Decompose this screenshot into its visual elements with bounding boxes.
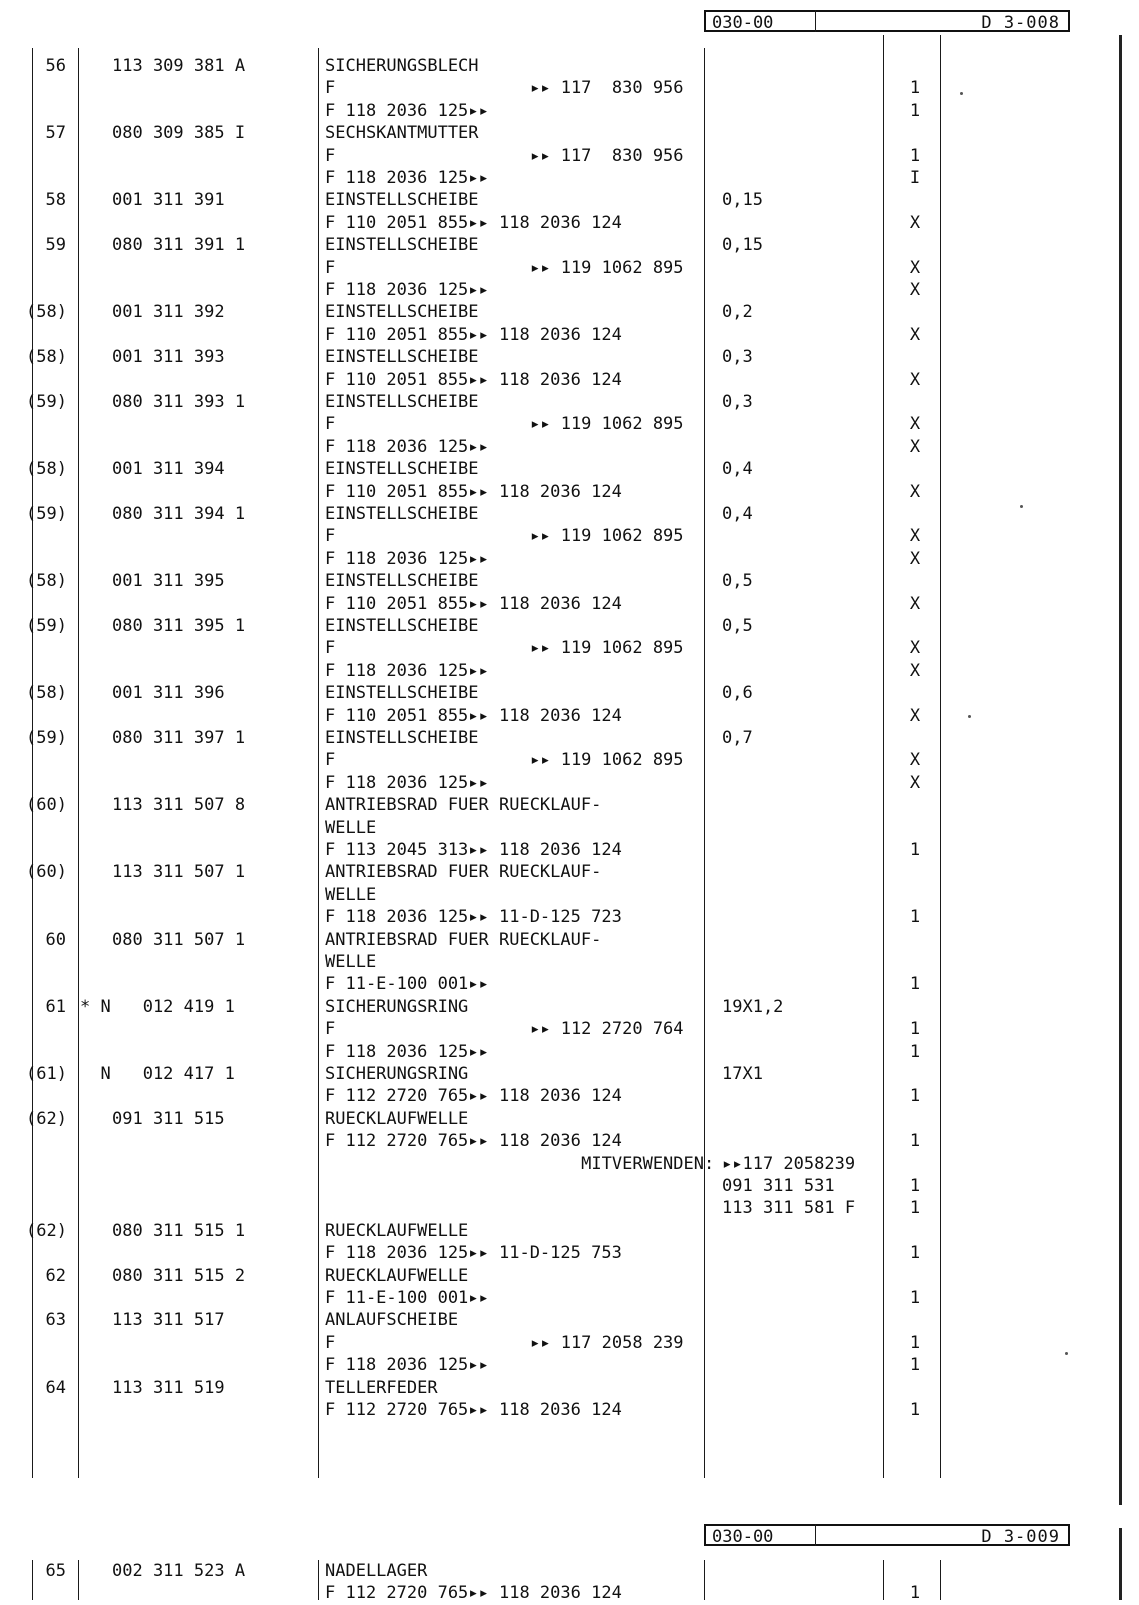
cell-desc: WELLE bbox=[325, 884, 377, 905]
table-row bbox=[0, 1354, 1139, 1377]
cell-pos: (58) bbox=[26, 683, 67, 704]
cell-desc: ANTRIEBSRAD FUER RUECKLAUF- bbox=[325, 862, 602, 883]
cell-right: ▸▸ 119 1062 895 bbox=[530, 257, 684, 278]
cell-qty: 1 bbox=[909, 1243, 921, 1264]
cell-desc: EINSTELLSCHEIBE bbox=[325, 683, 479, 704]
cell-pos: 58 bbox=[45, 190, 66, 211]
cell-mark: N bbox=[80, 1064, 111, 1084]
table-row bbox=[0, 1377, 1139, 1400]
cell-qty: 1 bbox=[909, 907, 921, 928]
header-divider bbox=[815, 1524, 816, 1546]
table-row bbox=[0, 794, 1139, 817]
cell-qty: X bbox=[909, 548, 921, 569]
cell-rem: 0,5 bbox=[722, 616, 753, 636]
cell-desc: SICHERUNGSRING bbox=[325, 996, 469, 1017]
table-row bbox=[0, 481, 1139, 504]
cell-desc: EINSTELLSCHEIBE bbox=[325, 571, 479, 592]
cell-desc: F 110 2051 855▸▸ 118 2036 124 bbox=[325, 705, 622, 726]
cell-qty: X bbox=[909, 257, 921, 278]
cell-desc: NADELLAGER bbox=[325, 1561, 428, 1581]
cell-qty: 1 bbox=[909, 1086, 921, 1107]
cell-part: 080 311 507 1 bbox=[112, 929, 246, 950]
cell-rem: 19X1,2 bbox=[722, 996, 784, 1017]
cell-qty: 1 bbox=[909, 1400, 921, 1420]
cell-desc: F 11-E-100 001▸▸ bbox=[325, 1288, 489, 1308]
cell-pos: 56 bbox=[45, 56, 66, 76]
cell-right: ▸▸ 119 1062 895 bbox=[530, 750, 684, 771]
cell-pos: 64 bbox=[45, 1377, 66, 1398]
table-row bbox=[0, 884, 1139, 907]
cell-part: 113 311 517 bbox=[112, 1310, 225, 1331]
table-row bbox=[0, 55, 1139, 78]
cell-qty: X bbox=[909, 526, 921, 547]
cell-part: 113 311 507 8 bbox=[112, 795, 246, 816]
cell-qty: 1 bbox=[909, 1176, 921, 1196]
cell-desc: F 112 2720 765▸▸ 118 2036 124 bbox=[325, 1086, 622, 1107]
cell-pos: 63 bbox=[45, 1310, 66, 1331]
cell-qty: 1 bbox=[909, 145, 921, 166]
table-row bbox=[0, 727, 1139, 750]
cell-qty: 1 bbox=[909, 1583, 921, 1604]
cell-part: 080 311 515 2 bbox=[112, 1265, 246, 1286]
cell-qty: X bbox=[909, 369, 921, 390]
cell-qty: X bbox=[909, 280, 921, 300]
cell-qty: X bbox=[909, 750, 921, 771]
cell-desc: RUECKLAUFWELLE bbox=[325, 1265, 469, 1286]
scan-speck bbox=[960, 92, 963, 95]
scan-speck bbox=[968, 715, 971, 718]
cell-desc: EINSTELLSCHEIBE bbox=[325, 347, 479, 368]
cell-part: 080 311 515 1 bbox=[112, 1220, 246, 1241]
table-row bbox=[0, 525, 1139, 548]
cell-desc: F 110 2051 855▸▸ 118 2036 124 bbox=[325, 212, 622, 233]
table-row bbox=[0, 1130, 1139, 1153]
cell-pos: 62 bbox=[45, 1265, 66, 1286]
cell-desc: EINSTELLSCHEIBE bbox=[325, 302, 479, 323]
table-row bbox=[0, 1265, 1139, 1288]
cell-part: 080 311 395 1 bbox=[112, 616, 246, 636]
table-row bbox=[0, 1309, 1139, 1332]
table-row bbox=[0, 1399, 1139, 1422]
cell-part: 113 309 381 A bbox=[112, 56, 246, 76]
cell-part: 001 311 396 bbox=[112, 683, 225, 704]
cell-desc: F 118 2036 125▸▸ bbox=[325, 548, 489, 569]
cell-qty: 1 bbox=[909, 1332, 921, 1353]
table-row bbox=[0, 1041, 1139, 1064]
cell-rem: ▸▸117 2058239 bbox=[722, 1153, 856, 1174]
table-row bbox=[0, 548, 1139, 571]
table-row bbox=[0, 167, 1139, 190]
page-header-box bbox=[704, 1524, 1070, 1546]
table-row bbox=[0, 324, 1139, 347]
cell-right: MITVERWENDEN: bbox=[530, 1153, 715, 1174]
cell-pos: (61) bbox=[26, 1064, 67, 1084]
cell-desc: F bbox=[325, 638, 336, 659]
cell-part: 002 311 523 A bbox=[112, 1561, 246, 1581]
cell-desc: F 118 2036 125▸▸ bbox=[325, 1041, 489, 1062]
cell-rem: 0,15 bbox=[722, 190, 763, 211]
cell-desc: RUECKLAUFWELLE bbox=[325, 1108, 469, 1129]
cell-desc: F 112 2720 765▸▸ 118 2036 124 bbox=[325, 1131, 622, 1152]
cell-desc: F bbox=[325, 145, 336, 166]
cell-part: 113 311 507 1 bbox=[112, 862, 246, 883]
cell-pos: (58) bbox=[26, 302, 67, 323]
cell-pos: 61 bbox=[45, 996, 66, 1017]
cell-rem: 0,4 bbox=[722, 504, 753, 524]
cell-qty: 1 bbox=[909, 1355, 921, 1376]
cell-desc: F 110 2051 855▸▸ 118 2036 124 bbox=[325, 369, 622, 390]
cell-desc: F bbox=[325, 414, 336, 435]
cell-desc: EINSTELLSCHEIBE bbox=[325, 392, 479, 412]
cell-rem: 0,2 bbox=[722, 302, 753, 323]
table-row bbox=[0, 637, 1139, 660]
cell-qty: 1 bbox=[909, 1131, 921, 1152]
cell-part: 080 309 385 I bbox=[112, 123, 246, 144]
table-row bbox=[0, 951, 1139, 974]
cell-pos: (60) bbox=[26, 795, 67, 816]
cell-qty: X bbox=[909, 414, 921, 435]
table-row bbox=[0, 1242, 1139, 1265]
cell-desc: EINSTELLSCHEIBE bbox=[325, 728, 479, 748]
scan-speck bbox=[1065, 1352, 1068, 1355]
cell-rem: 0,4 bbox=[722, 459, 753, 480]
cell-pos: (62) bbox=[26, 1220, 67, 1241]
table-row bbox=[0, 145, 1139, 168]
cell-desc: RUECKLAUFWELLE bbox=[325, 1220, 469, 1241]
cell-part: 080 311 397 1 bbox=[112, 728, 246, 748]
table-row bbox=[0, 257, 1139, 280]
group-code: 030-00 bbox=[712, 13, 774, 33]
cell-desc: F 118 2036 125▸▸ bbox=[325, 280, 489, 300]
cell-part: 080 311 393 1 bbox=[112, 392, 246, 412]
cell-desc: EINSTELLSCHEIBE bbox=[325, 459, 479, 480]
table-row bbox=[0, 1220, 1139, 1243]
cell-right: ▸▸ 117 830 956 bbox=[530, 78, 684, 99]
table-row bbox=[0, 861, 1139, 884]
cell-part: 012 417 1 bbox=[112, 1064, 235, 1084]
cell-desc: F bbox=[325, 257, 336, 278]
cell-desc: EINSTELLSCHEIBE bbox=[325, 235, 479, 256]
cell-part: 001 311 393 bbox=[112, 347, 225, 368]
table-row bbox=[0, 615, 1139, 638]
table-row bbox=[0, 1197, 1139, 1220]
cell-rem: 0,15 bbox=[722, 235, 763, 256]
table-row bbox=[0, 682, 1139, 705]
page-reference: D 3-008 bbox=[981, 13, 1060, 33]
cell-part: 080 311 391 1 bbox=[112, 235, 246, 256]
cell-pos: 60 bbox=[45, 929, 66, 950]
cell-part: 001 311 394 bbox=[112, 459, 225, 480]
table-row bbox=[0, 1287, 1139, 1310]
cell-desc: F 118 2036 125▸▸ 11-D-125 723 bbox=[325, 907, 622, 928]
table-row bbox=[0, 1582, 1139, 1605]
cell-desc: EINSTELLSCHEIBE bbox=[325, 190, 479, 211]
cell-desc: F bbox=[325, 526, 336, 547]
cell-desc: F 110 2051 855▸▸ 118 2036 124 bbox=[325, 324, 622, 345]
cell-rem: 0,3 bbox=[722, 347, 753, 368]
cell-pos: (60) bbox=[26, 862, 67, 883]
cell-right: ▸▸ 112 2720 764 bbox=[530, 1019, 684, 1040]
cell-desc: F 11-E-100 001▸▸ bbox=[325, 974, 489, 995]
table-row bbox=[0, 906, 1139, 929]
cell-rem: 0,5 bbox=[722, 571, 753, 592]
cell-desc: ANTRIEBSRAD FUER RUECKLAUF- bbox=[325, 795, 602, 816]
cell-qty: X bbox=[909, 436, 921, 457]
group-code: 030-00 bbox=[712, 1527, 774, 1547]
cell-desc: F 113 2045 313▸▸ 118 2036 124 bbox=[325, 840, 622, 860]
scan-speck bbox=[1020, 505, 1023, 508]
cell-part: 091 311 515 bbox=[112, 1108, 225, 1129]
cell-part: 001 311 395 bbox=[112, 571, 225, 592]
cell-desc: F 112 2720 765▸▸ 118 2036 124 bbox=[325, 1400, 622, 1420]
cell-desc: F 110 2051 855▸▸ 118 2036 124 bbox=[325, 481, 622, 502]
table-row bbox=[0, 346, 1139, 369]
cell-desc: TELLERFEDER bbox=[325, 1377, 438, 1398]
cell-qty: 1 bbox=[909, 1198, 921, 1219]
cell-desc: F 118 2036 125▸▸ bbox=[325, 1355, 489, 1376]
cell-right: ▸▸ 119 1062 895 bbox=[530, 414, 684, 435]
table-row bbox=[0, 1560, 1139, 1583]
cell-qty: 1 bbox=[909, 1019, 921, 1040]
table-row bbox=[0, 660, 1139, 683]
table-row bbox=[0, 458, 1139, 481]
cell-pos: (58) bbox=[26, 571, 67, 592]
cell-qty: 1 bbox=[909, 974, 921, 995]
cell-pos: (58) bbox=[26, 459, 67, 480]
table-row bbox=[0, 413, 1139, 436]
cell-desc: F bbox=[325, 1332, 336, 1353]
cell-desc: F 118 2036 125▸▸ bbox=[325, 168, 489, 188]
cell-rem: 0,7 bbox=[722, 728, 753, 748]
table-row bbox=[0, 593, 1139, 616]
cell-pos: (62) bbox=[26, 1108, 67, 1129]
cell-mark: * N bbox=[80, 996, 111, 1017]
cell-right: ▸▸ 117 2058 239 bbox=[530, 1332, 684, 1353]
table-row bbox=[0, 100, 1139, 123]
table-row bbox=[0, 839, 1139, 862]
cell-qty: X bbox=[909, 324, 921, 345]
cell-desc: F 118 2036 125▸▸ bbox=[325, 100, 489, 121]
table-row bbox=[0, 817, 1139, 840]
table-row bbox=[0, 1175, 1139, 1198]
table-row bbox=[0, 1063, 1139, 1086]
table-row bbox=[0, 772, 1139, 795]
table-row bbox=[0, 391, 1139, 414]
cell-right: ▸▸ 119 1062 895 bbox=[530, 638, 684, 659]
cell-pos: (59) bbox=[26, 616, 67, 636]
table-row bbox=[0, 1153, 1139, 1176]
cell-desc: F bbox=[325, 750, 336, 771]
cell-qty: X bbox=[909, 638, 921, 659]
table-row bbox=[0, 436, 1139, 459]
cell-pos: (59) bbox=[26, 728, 67, 748]
cell-qty: X bbox=[909, 772, 921, 793]
table-row bbox=[0, 503, 1139, 526]
cell-qty: 1 bbox=[909, 840, 921, 860]
cell-desc: SICHERUNGSRING bbox=[325, 1064, 469, 1084]
cell-desc: F bbox=[325, 1019, 336, 1040]
cell-desc: EINSTELLSCHEIBE bbox=[325, 616, 479, 636]
cell-desc: SICHERUNGSBLECH bbox=[325, 56, 479, 76]
cell-rem: 113 311 581 F bbox=[722, 1198, 856, 1219]
table-row bbox=[0, 973, 1139, 996]
cell-desc: F 118 2036 125▸▸ bbox=[325, 436, 489, 457]
cell-qty: 1 bbox=[909, 1041, 921, 1062]
table-row bbox=[0, 749, 1139, 772]
cell-qty: 1 bbox=[909, 1288, 921, 1308]
table-row bbox=[0, 1108, 1139, 1131]
table-row bbox=[0, 1332, 1139, 1355]
page-reference: D 3-009 bbox=[981, 1527, 1060, 1547]
cell-qty: X bbox=[909, 593, 921, 614]
cell-desc: F bbox=[325, 78, 336, 99]
cell-desc: ANTRIEBSRAD FUER RUECKLAUF- bbox=[325, 929, 602, 950]
cell-desc: F 118 2036 125▸▸ 11-D-125 753 bbox=[325, 1243, 622, 1264]
cell-desc: SECHSKANTMUTTER bbox=[325, 123, 479, 144]
table-row bbox=[0, 279, 1139, 302]
cell-qty: 1 bbox=[909, 100, 921, 121]
cell-part: 012 419 1 bbox=[112, 996, 235, 1017]
header-divider bbox=[815, 10, 816, 32]
table-row bbox=[0, 996, 1139, 1019]
cell-desc: EINSTELLSCHEIBE bbox=[325, 504, 479, 524]
cell-part: 001 311 392 bbox=[112, 302, 225, 323]
cell-qty: 1 bbox=[909, 78, 921, 99]
cell-qty: I bbox=[909, 168, 921, 188]
table-row bbox=[0, 1018, 1139, 1041]
table-row bbox=[0, 369, 1139, 392]
cell-desc: F 112 2720 765▸▸ 118 2036 124 bbox=[325, 1583, 622, 1604]
cell-desc: WELLE bbox=[325, 817, 377, 838]
cell-part: 080 311 394 1 bbox=[112, 504, 246, 524]
cell-pos: 59 bbox=[45, 235, 66, 256]
table-row bbox=[0, 301, 1139, 324]
table-row bbox=[0, 1085, 1139, 1108]
cell-desc: ANLAUFSCHEIBE bbox=[325, 1310, 459, 1331]
table-row bbox=[0, 570, 1139, 593]
cell-qty: X bbox=[909, 212, 921, 233]
table-row bbox=[0, 212, 1139, 235]
cell-desc: WELLE bbox=[325, 952, 377, 972]
cell-qty: X bbox=[909, 660, 921, 681]
cell-part: 113 311 519 bbox=[112, 1377, 225, 1398]
cell-right: ▸▸ 117 830 956 bbox=[530, 145, 684, 166]
cell-pos: (59) bbox=[26, 504, 67, 524]
table-row bbox=[0, 234, 1139, 257]
cell-desc: F 110 2051 855▸▸ 118 2036 124 bbox=[325, 593, 622, 614]
table-row bbox=[0, 122, 1139, 145]
cell-desc: F 118 2036 125▸▸ bbox=[325, 772, 489, 793]
table-row bbox=[0, 929, 1139, 952]
cell-rem: 17X1 bbox=[722, 1064, 763, 1084]
table-row bbox=[0, 77, 1139, 100]
cell-right: ▸▸ 119 1062 895 bbox=[530, 526, 684, 547]
cell-pos: 65 bbox=[45, 1561, 66, 1581]
cell-rem: 0,6 bbox=[722, 683, 753, 704]
cell-desc: F 118 2036 125▸▸ bbox=[325, 660, 489, 681]
cell-rem: 091 311 531 bbox=[722, 1176, 835, 1196]
table-row bbox=[0, 189, 1139, 212]
cell-qty: X bbox=[909, 705, 921, 726]
cell-pos: (59) bbox=[26, 392, 67, 412]
cell-qty: X bbox=[909, 481, 921, 502]
cell-pos: (58) bbox=[26, 347, 67, 368]
cell-rem: 0,3 bbox=[722, 392, 753, 412]
cell-pos: 57 bbox=[45, 123, 66, 144]
cell-part: 001 311 391 bbox=[112, 190, 225, 211]
page-header-box bbox=[704, 10, 1070, 32]
